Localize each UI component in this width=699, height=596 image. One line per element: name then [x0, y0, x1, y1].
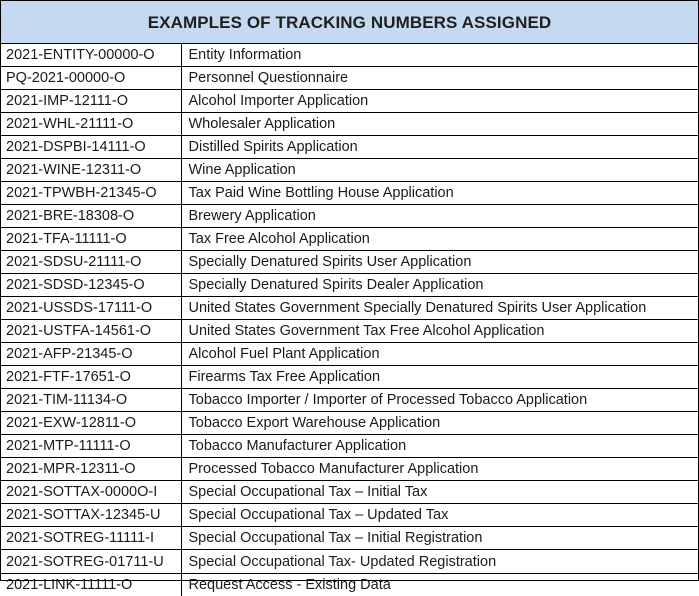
description-cell: Alcohol Importer Application: [181, 90, 698, 113]
tracking-number-cell: 2021-TFA-11111-O: [1, 228, 181, 251]
table-row: [1, 182, 698, 205]
description-cell: Wholesaler Application: [181, 113, 698, 136]
description-cell: Entity Information: [181, 44, 698, 67]
tracking-number-cell: 2021-EXW-12811-O: [1, 412, 181, 435]
description-cell: Processed Tobacco Manufacturer Application: [181, 458, 698, 481]
description-cell: Special Occupational Tax – Initial Tax: [181, 481, 698, 504]
description-cell: United States Government Specially Denatured Spirits User Application: [181, 297, 698, 320]
table-title: EXAMPLES OF TRACKING NUMBERS ASSIGNED: [148, 12, 552, 33]
description-cell: Personnel Questionnaire: [181, 67, 698, 90]
table-row: [1, 44, 698, 67]
description-cell: Wine Application: [181, 159, 698, 182]
description-cell: Request Access - Existing Data: [181, 574, 698, 596]
table-row: [1, 159, 698, 182]
table-row: [1, 320, 698, 343]
tracking-number-cell: 2021-LINK-11111-O: [1, 574, 181, 596]
description-cell: Brewery Application: [181, 205, 698, 228]
description-cell: Distilled Spirits Application: [181, 136, 698, 159]
tracking-number-cell: 2021-USTFA-14561-O: [1, 320, 181, 343]
table-row: [1, 458, 698, 481]
table-row: [1, 90, 698, 113]
table-row: [1, 574, 698, 596]
table-row: [1, 205, 698, 228]
tracking-number-cell: 2021-ENTITY-00000-O: [1, 44, 181, 67]
tracking-numbers-table: [1, 44, 698, 596]
table-row: [1, 251, 698, 274]
description-cell: Tobacco Importer / Importer of Processed Tobacco Application: [181, 389, 698, 412]
description-cell: Tax Free Alcohol Application: [181, 228, 698, 251]
table-row: [1, 412, 698, 435]
table-row: [1, 481, 698, 504]
tracking-number-cell: 2021-SDSU-21111-O: [1, 251, 181, 274]
tracking-number-cell: PQ-2021-00000-O: [1, 67, 181, 90]
tracking-number-cell: 2021-SDSD-12345-O: [1, 274, 181, 297]
description-cell: Specially Denatured Spirits Dealer Application: [181, 274, 698, 297]
table-row: [1, 136, 698, 159]
tracking-number-cell: 2021-TIM-11134-O: [1, 389, 181, 412]
tracking-number-cell: 2021-SOTTAX-0000O-I: [1, 481, 181, 504]
tracking-number-cell: 2021-AFP-21345-O: [1, 343, 181, 366]
description-cell: Tobacco Export Warehouse Application: [181, 412, 698, 435]
tracking-number-cell: 2021-USSDS-17111-O: [1, 297, 181, 320]
table-row: [1, 113, 698, 136]
description-cell: Specially Denatured Spirits User Application: [181, 251, 698, 274]
tracking-number-cell: 2021-FTF-17651-O: [1, 366, 181, 389]
tracking-number-cell: 2021-DSPBI-14111-O: [1, 136, 181, 159]
table-row: [1, 366, 698, 389]
description-cell: Tobacco Manufacturer Application: [181, 435, 698, 458]
description-cell: Special Occupational Tax – Initial Registration: [181, 527, 698, 550]
tracking-number-cell: 2021-WHL-21111-O: [1, 113, 181, 136]
table-row: [1, 343, 698, 366]
tracking-number-cell: 2021-MPR-12311-O: [1, 458, 181, 481]
tracking-number-cell: 2021-SOTREG-11111-I: [1, 527, 181, 550]
table-row: [1, 527, 698, 550]
tracking-number-cell: 2021-SOTTAX-12345-U: [1, 504, 181, 527]
table-row: [1, 228, 698, 251]
description-cell: Special Occupational Tax- Updated Registration: [181, 550, 698, 574]
table-row: [1, 435, 698, 458]
table-header: [1, 1, 698, 44]
table-row: [1, 274, 698, 297]
description-cell: Tax Paid Wine Bottling House Application: [181, 182, 698, 205]
tracking-number-cell: 2021-BRE-18308-O: [1, 205, 181, 228]
tracking-number-cell: 2021-TPWBH-21345-O: [1, 182, 181, 205]
tracking-number-cell: 2021-SOTREG-01711-U: [1, 550, 181, 574]
table-row: [1, 297, 698, 320]
description-cell: Special Occupational Tax – Updated Tax: [181, 504, 698, 527]
table-body: [1, 44, 698, 596]
tracking-number-cell: 2021-IMP-12111-O: [1, 90, 181, 113]
description-cell: United States Government Tax Free Alcohol Application: [181, 320, 698, 343]
table-row: [1, 389, 698, 412]
description-cell: Alcohol Fuel Plant Application: [181, 343, 698, 366]
table-row: [1, 67, 698, 90]
table-row: [1, 550, 698, 574]
tracking-number-cell: 2021-WINE-12311-O: [1, 159, 181, 182]
tracking-number-cell: 2021-MTP-11111-O: [1, 435, 181, 458]
description-cell: Firearms Tax Free Application: [181, 366, 698, 389]
table-row: [1, 504, 698, 527]
